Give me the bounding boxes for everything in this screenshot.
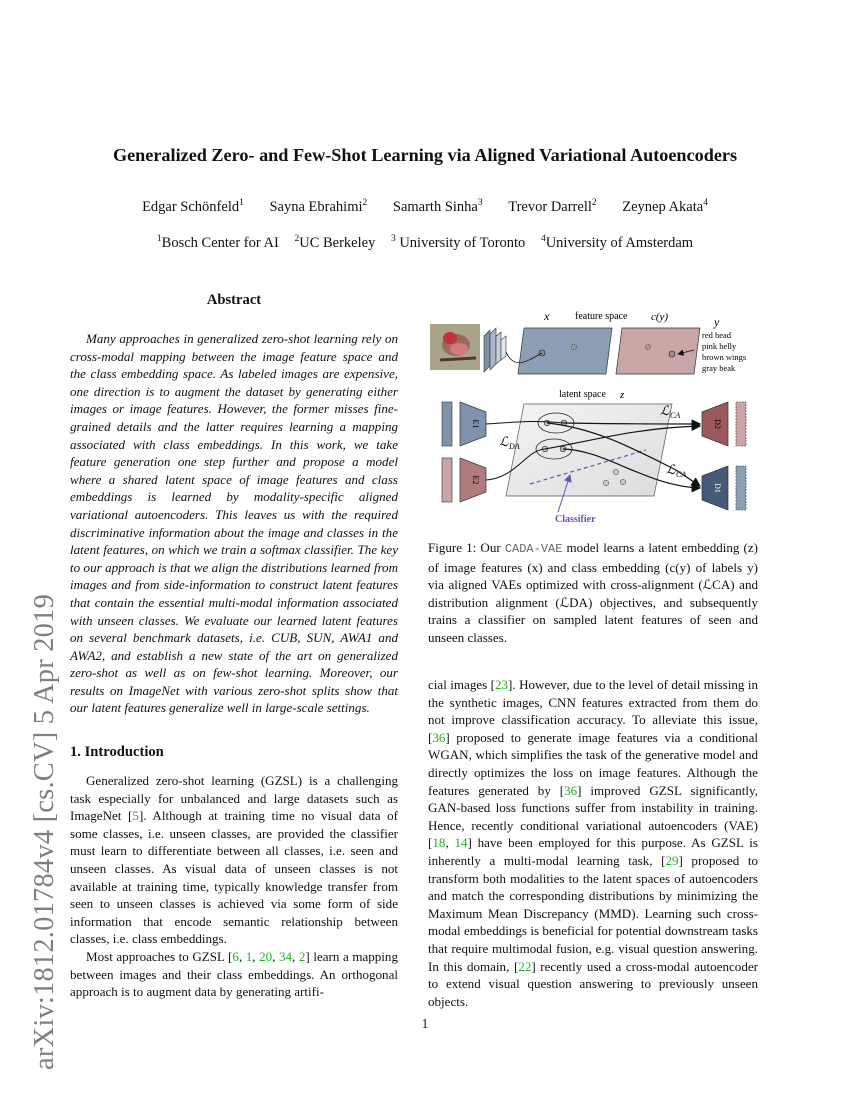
right-column-text [428, 676, 758, 1010]
citation-link[interactable]: 1 [245, 948, 253, 964]
svg-text:ℒ: ℒ [499, 434, 509, 449]
label-z: z [620, 389, 625, 401]
encoder-e2 [442, 458, 486, 502]
intro-paragraph-2: Most approaches to GZSL [6, 1, 20, 34, 2] learn a mapping between images and their class embeddings. An orthogonal approach is to augment data by generating artifi- [70, 948, 398, 1000]
right-paragraph: cial images [23]. However, due to the level of detail missing in the synthetic images, CNN features extracted from them do not improve classification accuracy. To alleviate this issue, [36] proposed to generate image features via a conditional WGAN, which simplifies the task of the generative model and directly optimizes the loss on image features. Although the features generated by [36] improved GZSL significantly, GAN-based loss functions suffer from instability in training. Hence, recently conditional variational autoencoders (VAE) [18, 14] have been employed for this purpose. As GZSL is inherently a multi-modal learning task, [29] proposed to transform both modalities to the latent spaces of autoencoders and match the corresponding distributions by minimizing the Maximum Mean Discrepancy (MMD). Learning such cross-modal embeddings is beneficial for potential downstream tasks that require multimodal fusion, e.g. visual question answering. In this domain, [22] recently used a cross-modal autoencoder to extend visual question answering to previously unseen objects. [428, 677, 758, 1009]
loss-ca-bottom [666, 462, 686, 479]
affiliation: $^3$ University of Toronto [390, 234, 526, 251]
bird-photo [430, 324, 480, 370]
decoder-d2 [702, 402, 746, 446]
arxiv-watermark [4, 300, 60, 1070]
feature-space-x [518, 328, 612, 374]
affiliation: $^1$Bosch Center for AI [156, 234, 279, 251]
citation-link[interactable]: 23 [495, 677, 509, 692]
author: Sayna Ebrahimi$^2$ [269, 198, 368, 215]
citation-link[interactable]: 36 [564, 782, 578, 798]
affiliation-list [0, 235, 850, 252]
section-heading-introduction: 1. Introduction [70, 744, 164, 760]
citation-link[interactable]: 14 [454, 835, 468, 851]
intro-paragraph-1: Generalized zero-shot learning (GZSL) is a challenging task especially for unbalanced and large datasets such as ImageNet [5]. Although at training time no visual data of some classes, i.e. unseen classes, are provided the classifier must learn to differentiate between all classes, i.e. seen and unseen classes. As visual data of unseen classes is not available at training time, typically knowledge transfer from seen to unseen classes is achieved via some form of side information that encode semantic relationship between classes, i.e. class embeddings. [70, 773, 399, 947]
svg-text:E2: E2 [471, 475, 480, 485]
svg-text:CA: CA [676, 470, 687, 479]
citation-link[interactable]: 36 [432, 729, 446, 745]
author-list [0, 199, 850, 216]
label-cy: c(y) [651, 311, 669, 323]
classifier-label: Classifier [555, 514, 596, 525]
feature-space-cy [616, 328, 700, 374]
citation-link[interactable]: 6 [232, 948, 239, 964]
citation-link[interactable]: 5 [132, 808, 139, 824]
svg-text:E1: E1 [471, 419, 480, 429]
decoder-d1 [702, 466, 746, 510]
label-latent-space: latent space [559, 389, 606, 400]
svg-text:ℒ: ℒ [666, 462, 676, 477]
citation-link[interactable]: 18 [432, 835, 446, 851]
label-x: x [544, 309, 550, 323]
citation-link[interactable]: 2 [298, 948, 306, 964]
svg-text:ℒ: ℒ [660, 403, 670, 418]
svg-text:D1: D1 [713, 483, 722, 493]
introduction-text [70, 772, 398, 1001]
paper-title: Generalized Zero- and Few-Shot Learning via Aligned Variational Autoencoders [112, 145, 738, 165]
page-number: 1 [421, 1016, 429, 1031]
figure-1-diagram [426, 300, 761, 528]
abstract-heading: Abstract [206, 292, 262, 308]
latent-space-plane [506, 404, 672, 496]
figure-1-caption: Figure 1: Our CADA-VAE model learns a latent embedding (z) of image features (x) and class embedding (c(y) of labels y) via aligned VAEs optimized with cross-alignment (ℒCA) and distribution alignment (ℒDA) objectives, and subsequently trains a classifier on sampled latent features of seen and unseen classes. [428, 540, 758, 645]
attribute-4: gray beak [702, 363, 736, 373]
arxiv-id: arXiv:1812.01784v4 [cs.CV] 5 Apr 2019 [29, 593, 60, 1070]
affiliation: $^4$University of Amsterdam [540, 234, 694, 251]
label-y: y [714, 315, 720, 329]
author: Zeynep Akata$^4$ [622, 198, 708, 215]
affiliation: $^2$UC Berkeley [294, 234, 376, 251]
author: Trevor Darrell$^2$ [508, 198, 597, 215]
abstract-text: Many approaches in generalized zero-shot learning rely on cross-modal mapping between the image feature space and the class embedding space. As labeled images are expensive, one direction is to augment the dataset by generating either images or image features. However, the former misses fine-grained details and the latter requires learning a mapping associated with class embeddings. In this work, we take feature generation one step further and propose a model where a shared latent space of image features and class embeddings is learned by modality-specific aligned variational autoencoders. This leaves us with the required discriminative information about the image and classes in the latent features, on which we train a softmax classifier. The key to our approach is that we align the distributions learned from images and from side-information to construct latent features that contain the essential multi-modal information associated with unseen classes. We evaluate our learned latent features on several benchmark datasets, i.e. CUB, SUN, AWA1 and AWA2, and establish a new state of the art on generalized zero-shot as well as on few-shot learning. Moreover, our results on ImageNet with various zero-shot splits show that our latent features generalize well in large-scale settings. [70, 331, 398, 716]
svg-text:D2: D2 [713, 419, 722, 429]
attribute-3: brown wings [702, 352, 747, 362]
citation-link[interactable]: 22 [518, 958, 532, 974]
svg-text:CA: CA [670, 411, 681, 420]
attribute-1: red head [702, 330, 732, 340]
cnn-icon [484, 328, 506, 372]
attribute-2: pink belly [702, 341, 737, 351]
citation-link[interactable]: 29 [665, 852, 679, 868]
encoder-e1 [442, 402, 486, 446]
author: Edgar Schönfeld$^1$ [142, 198, 244, 215]
label-feature-space: feature space [575, 311, 628, 322]
citation-link[interactable]: 34 [279, 948, 293, 964]
loss-da [499, 434, 520, 451]
author: Samarth Sinha$^3$ [392, 198, 483, 215]
citation-link[interactable]: 20 [259, 948, 273, 964]
svg-text:DA: DA [509, 442, 520, 451]
